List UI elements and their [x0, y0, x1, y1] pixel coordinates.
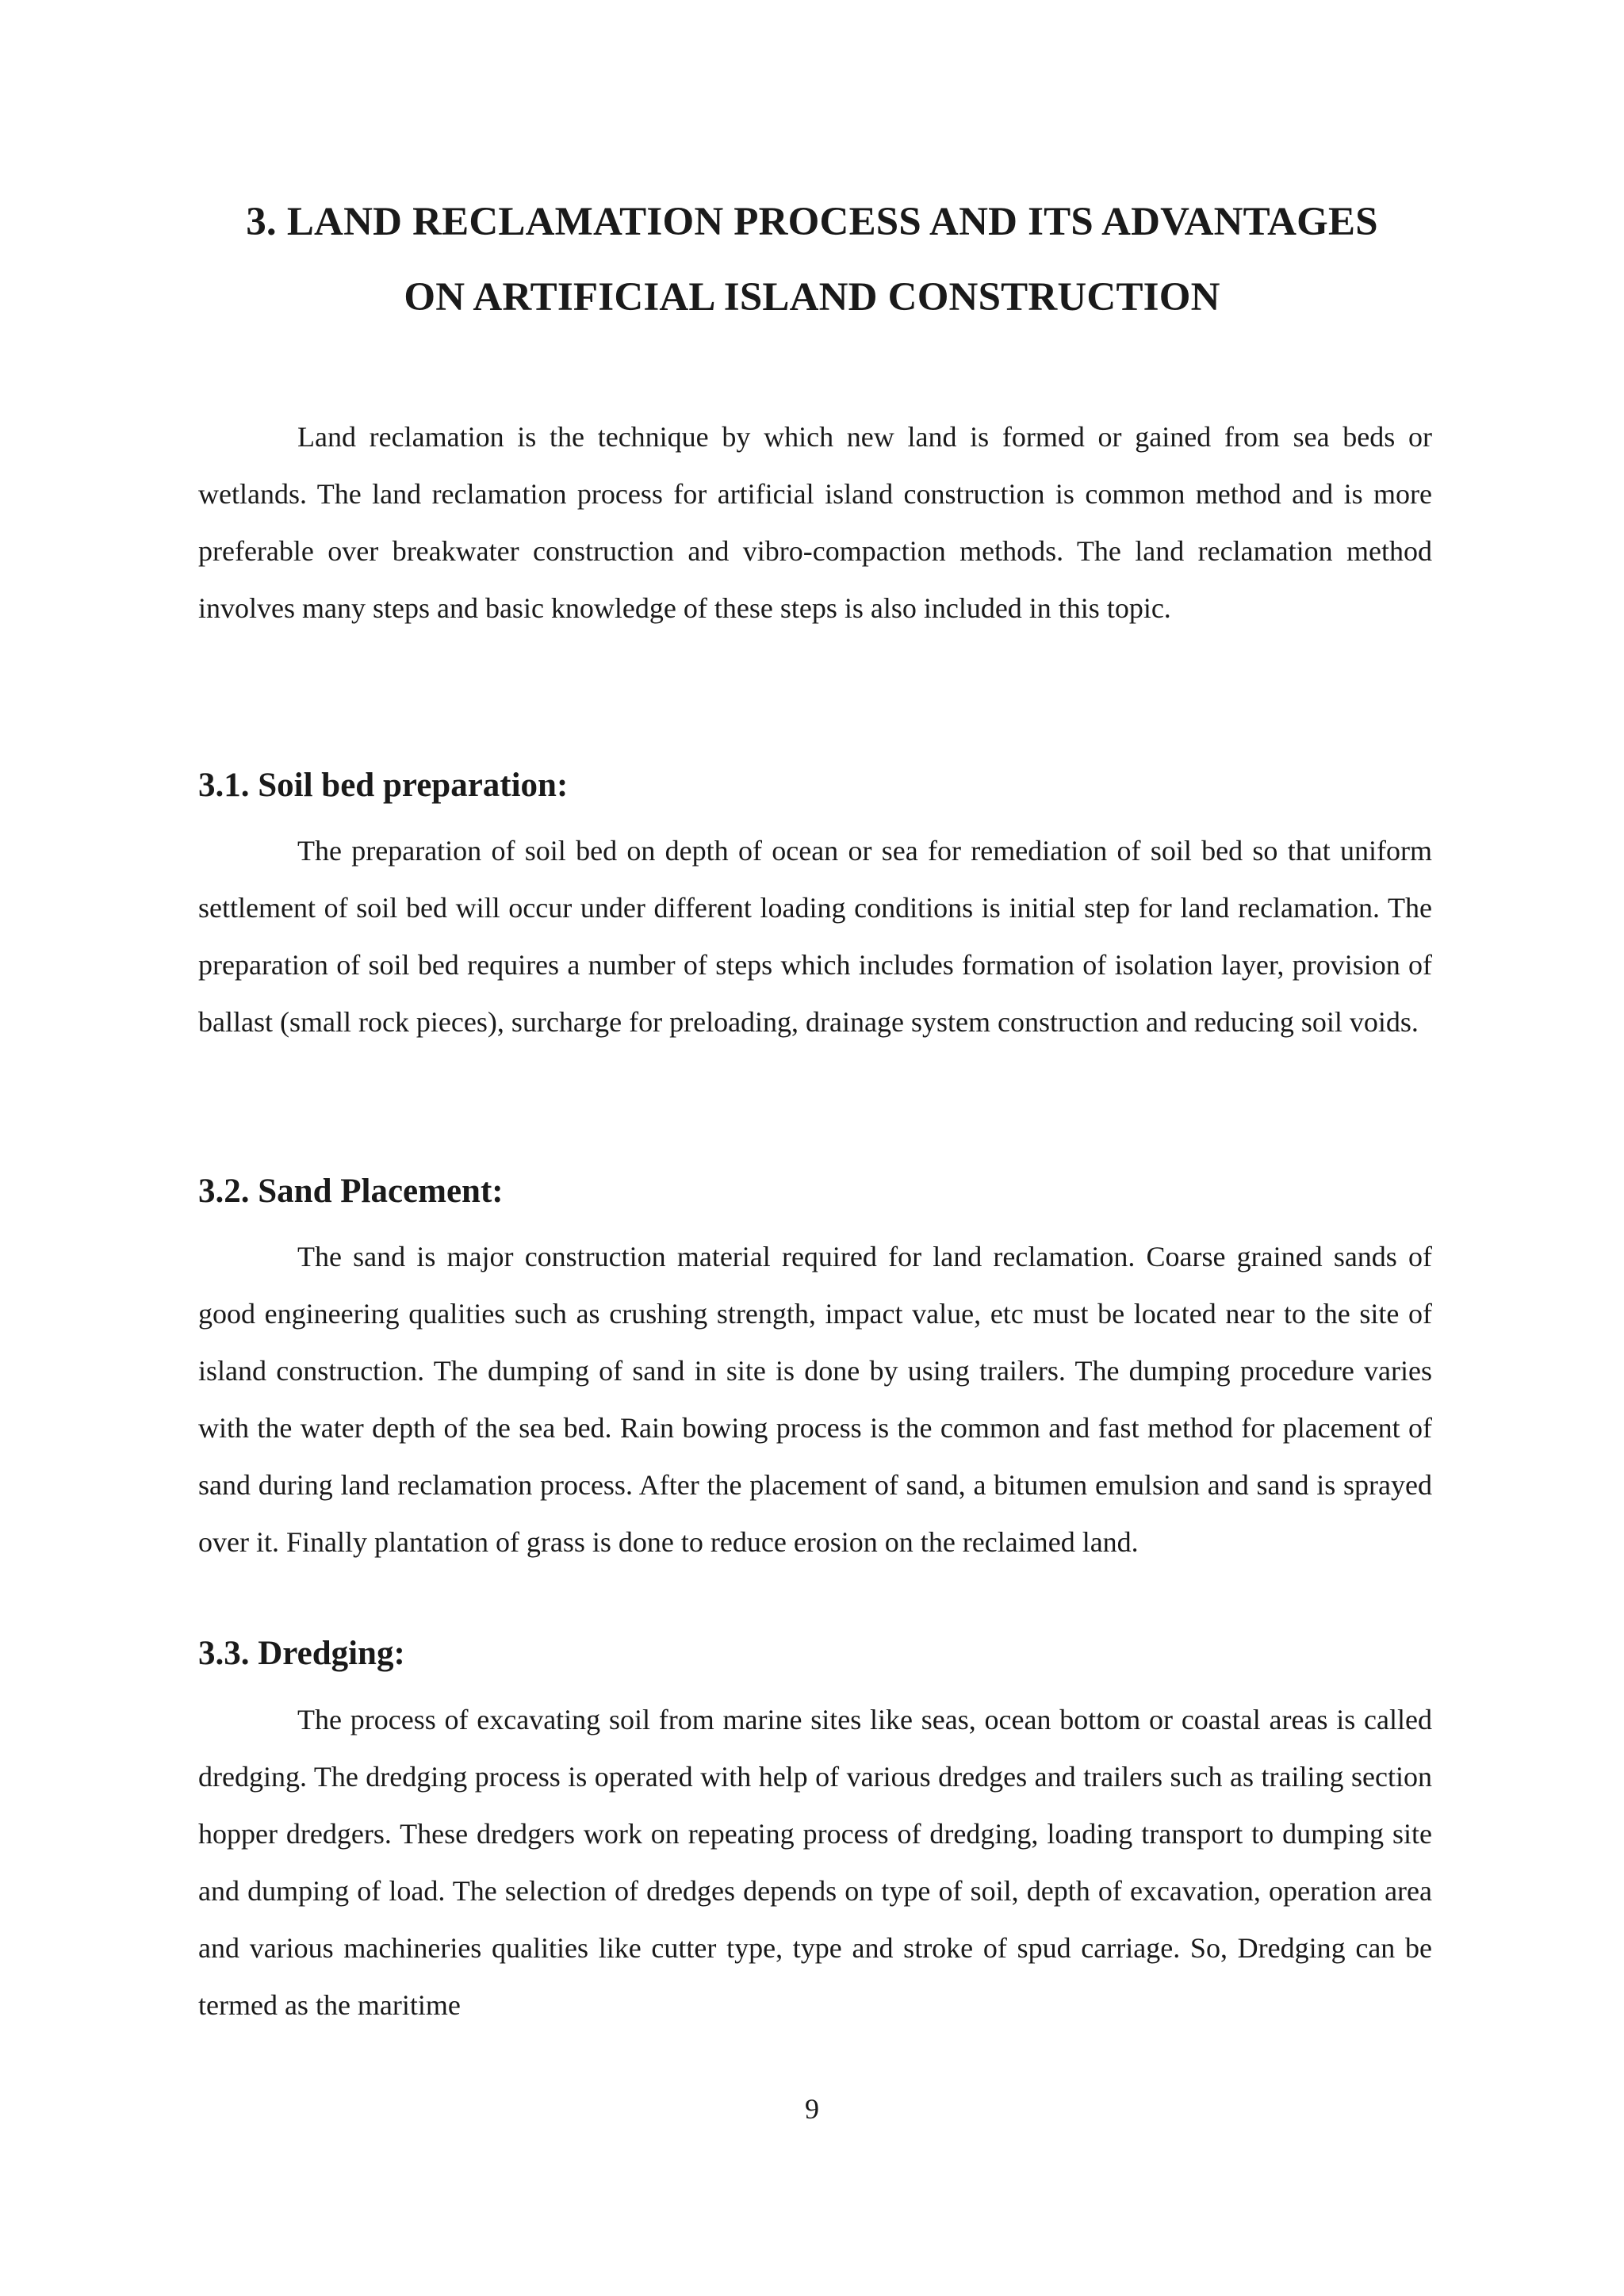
section-heading-dredging: 3.3. Dredging:: [198, 1635, 405, 1672]
section-body-sand-placement: The sand is major construction material required for land reclamation. Coarse grained sands of good engineering qualities such as crushing strength, impact value, etc must be located near to the site of island construction. The dumping of sand in site is done by using trailers. The dumping procedure varies with the water depth of the sea bed. Rain bowing process is the common and fast method for placement of sand during land reclamation process. After the placement of sand, a bitumen emulsion and sand is sprayed over it. Finally plantation of grass is done to reduce erosion on the reclaimed land.: [198, 1241, 1432, 1558]
intro-paragraph: Land reclamation is the technique by which new land is formed or gained from sea beds or wetlands. The land reclamation process for artificial island construction is common method and is more preferable over breakwater construction and vibro-compaction methods. The land reclamation method involves many steps and basic knowledge of these steps is also included in this topic.: [198, 421, 1432, 624]
chapter-title-line-1: 3. LAND RECLAMATION PROCESS AND ITS ADVANTAGES: [246, 200, 1378, 244]
section-body-soil-bed: The preparation of soil bed on depth of ocean or sea for remediation of soil bed so that uniform settlement of soil bed will occur under different loading conditions is initial step for land reclamation. The preparation of soil bed requires a number of steps which includes formation of isolation layer, provision of ballast (small rock pieces), surcharge for preloading, drainage system construction and reducing soil voids.: [198, 835, 1432, 1038]
section-heading-sand-placement: 3.2. Sand Placement:: [198, 1173, 504, 1210]
page-number: 9: [805, 2093, 819, 2125]
section-body-dredging: The process of excavating soil from marine sites like seas, ocean bottom or coastal areas is called dredging. The dredging process is operated with help of various dredges and trailers such as trailing section hopper dredgers. These dredgers work on repeating process of dredging, loading transport to dumping site and dumping of load. The selection of dredges depends on type of soil, depth of excavation, operation area and various machineries qualities like cutter type, type and stroke of spud carriage. So, Dredging can be termed as the maritime: [198, 1704, 1432, 2021]
chapter-title-line-2: ON ARTIFICIAL ISLAND CONSTRUCTION: [404, 275, 1220, 320]
section-heading-soil-bed: 3.1. Soil bed preparation:: [198, 767, 569, 804]
